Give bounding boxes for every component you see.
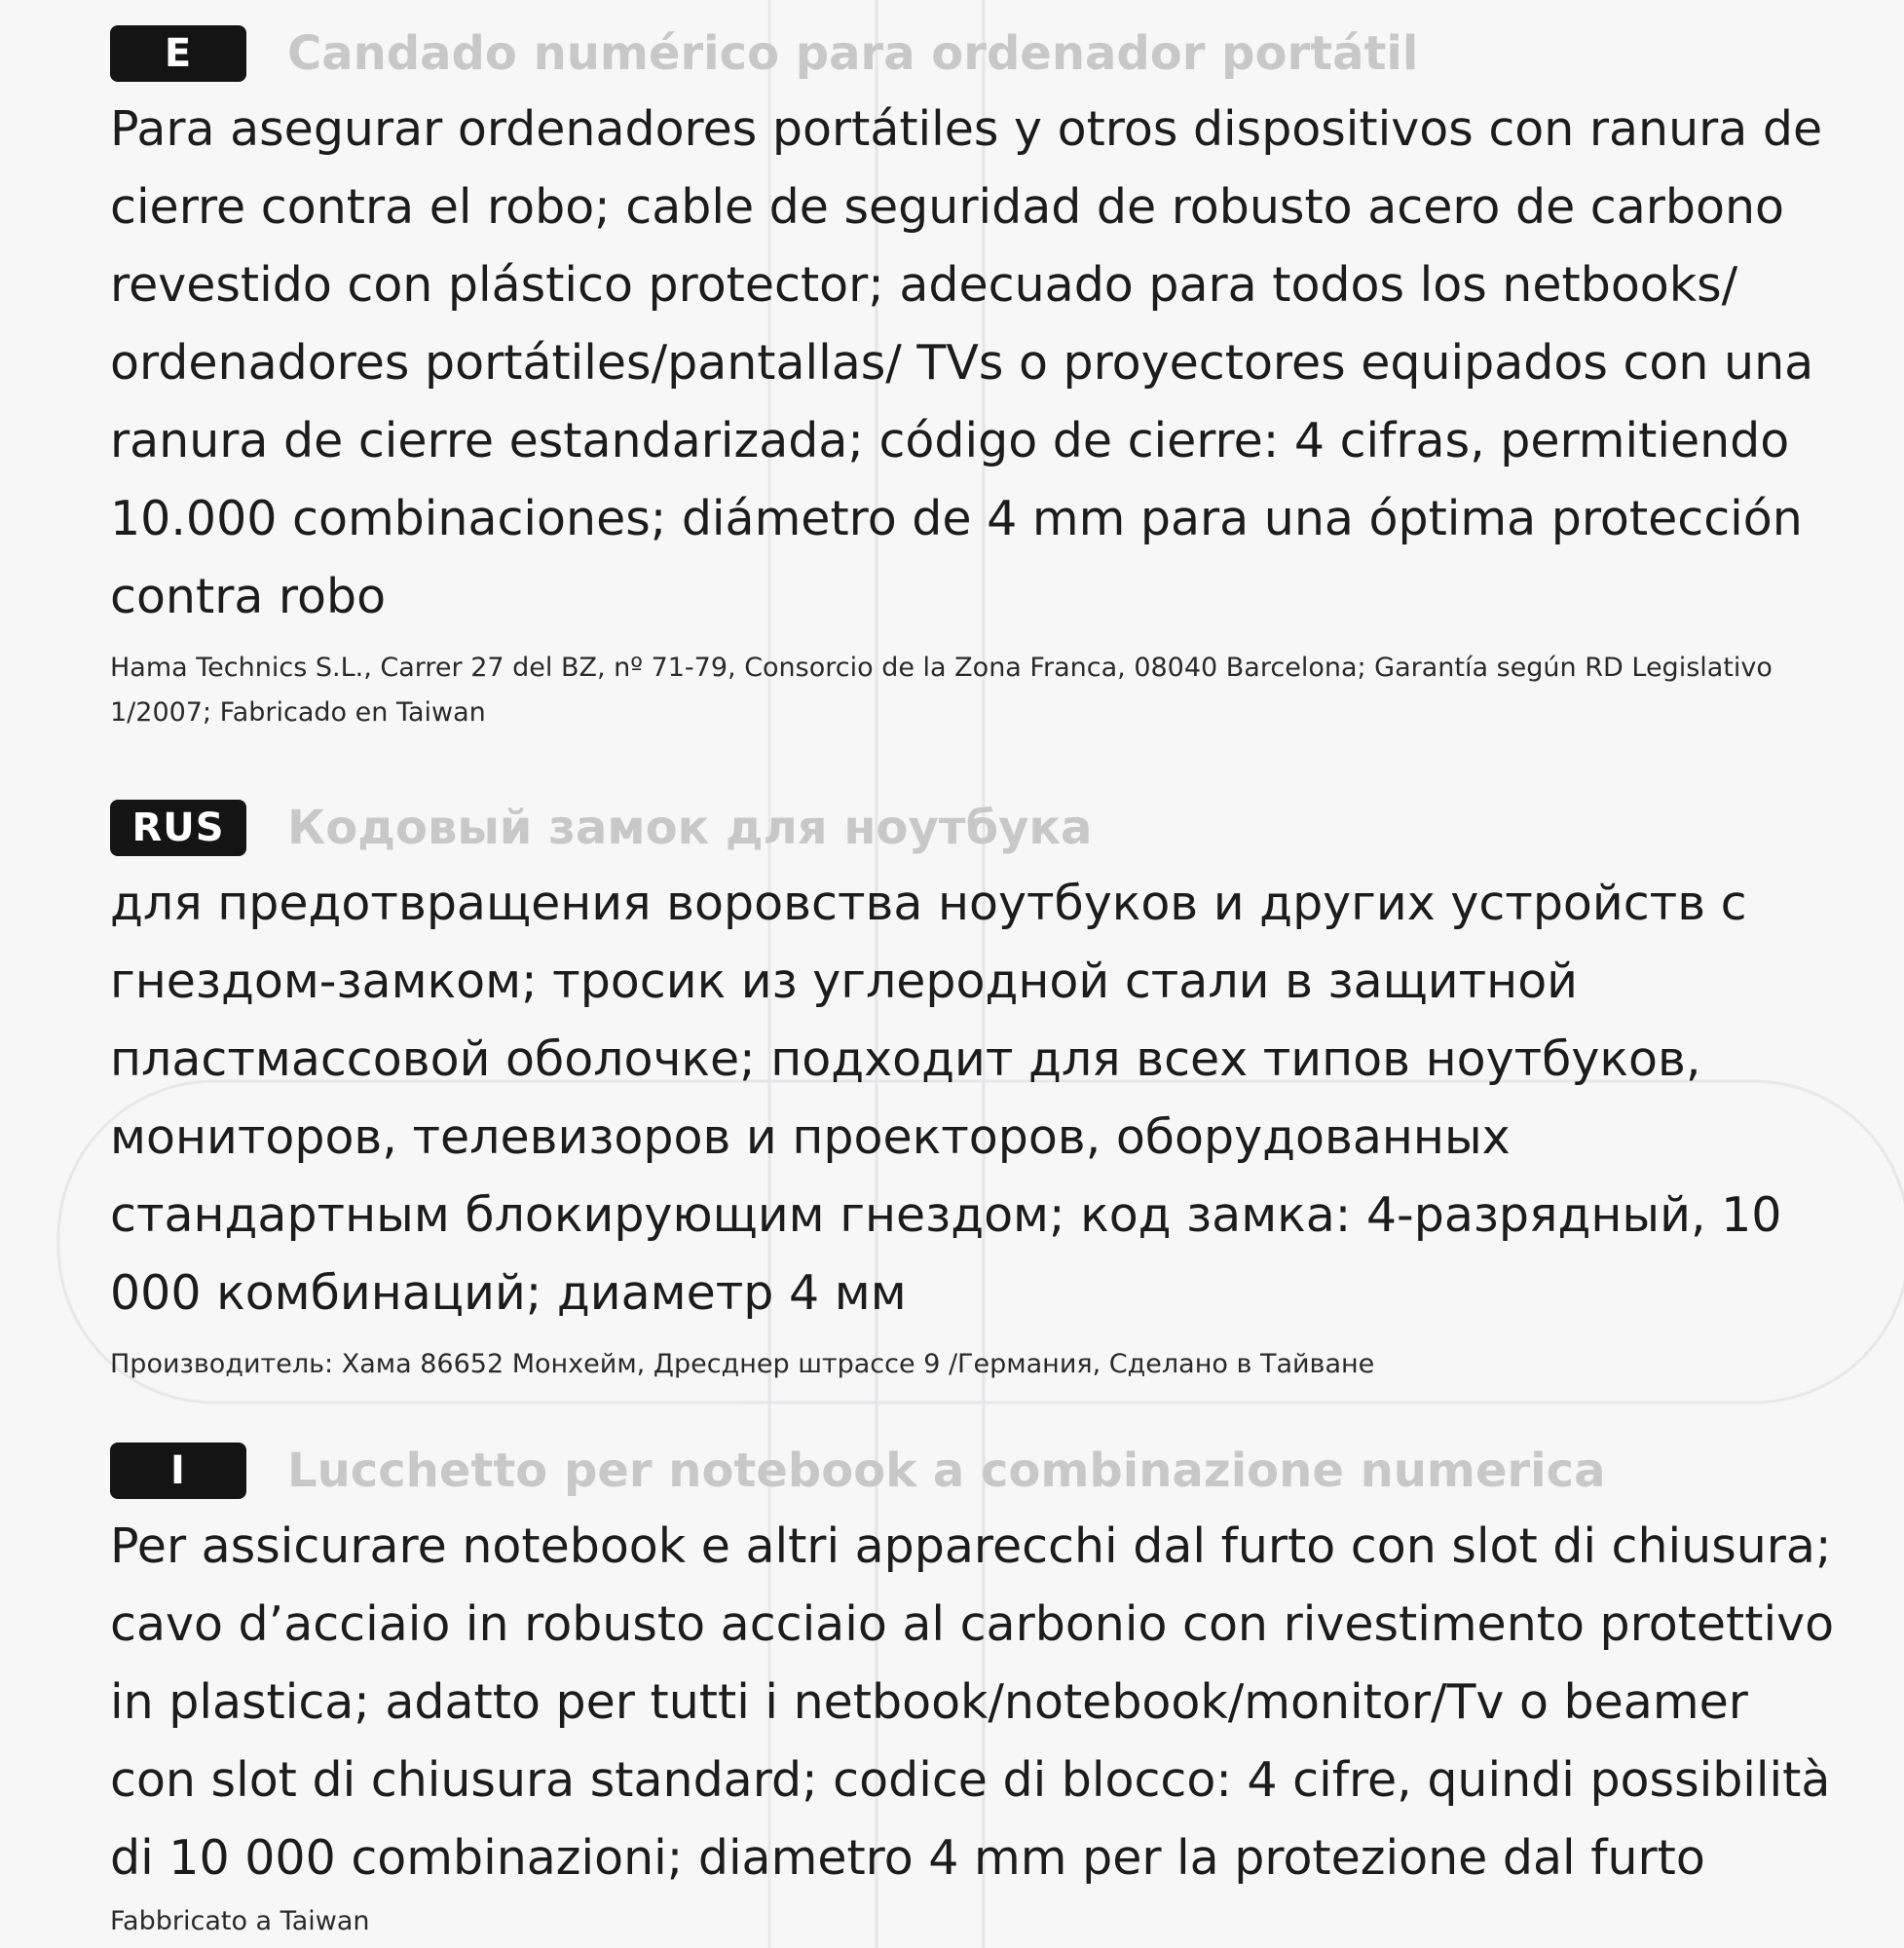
origin-note-it: Fabbricato a Taiwan	[110, 1906, 370, 1936]
description-it: Per assicurare notebook e altri apparecchi dal furto con slot di chiusura; cavo d’acciaio in robusto acciaio al carbonio con rivestimento protettivo in plastica; adatto per tutti i netbook/notebook/monitor/Tv o beamer con slot di chiusura standard; codice di blocco: 4 cifre, quindi possibilità di 10 000 combinazioni; diametro 4 mm per la protezione dal furto	[110, 1518, 1835, 1886]
manufacturer-note-rus: Производитель: Хама 86652 Монхейм, Дресднер штрассе 9 /Германия, Сделано в Тайване	[110, 1349, 1375, 1379]
section-title-it: Lucchetto per notebook a combinazione numerica	[287, 1443, 1606, 1498]
italian-header	[110, 1442, 1844, 1500]
section-title-es: Candado numérico para ordenador portátil	[287, 26, 1419, 81]
spanish-section	[110, 24, 1844, 735]
russian-section	[110, 799, 1844, 1387]
spanish-header	[110, 24, 1844, 83]
description-es: Para asegurar ordenadores portátiles y otros dispositivos con ranura de cierre contra el robo; cable de seguridad de robusto acero de carbono revestido con plástico protector; adecuado para todos los netbooks/ ordenadores portátiles/pantallas/ TVs o proyectores equipados con una ranura de cierre estandarizada; código de cierre: 4 cifras, permitiendo 10.000 combinaciones; diámetro de 4 mm para una óptima protección contra robo	[110, 101, 1823, 624]
language-badge-es: E	[110, 25, 246, 82]
language-badge-it: I	[110, 1442, 246, 1499]
section-title-rus: Кодовый замок для ноутбука	[287, 801, 1093, 855]
italian-section	[110, 1442, 1844, 1944]
russian-header	[110, 799, 1844, 857]
description-rus: для предотвращения воровства ноутбуков и других устройств с гнездом-замком; тросик из углеродной стали в защитной пластмассовой оболочке; подходит для всех типов ноутбуков, мониторов, телевизоров и проекторов, оборудованных стандартным блокирующим гнездом; код замка: 4-разрядный, 10 000 комбинаций; диаметр 4 мм	[110, 876, 1782, 1321]
manufacturer-note-es: Hama Technics S.L., Carrer 27 del BZ, nº 71-79, Consorcio de la Zona Franca, 08040 Barcelona; Garantía según RD Legislativo 1/2007; Fabricado en Taiwan	[110, 653, 1773, 728]
language-badge-rus: RUS	[110, 800, 246, 856]
